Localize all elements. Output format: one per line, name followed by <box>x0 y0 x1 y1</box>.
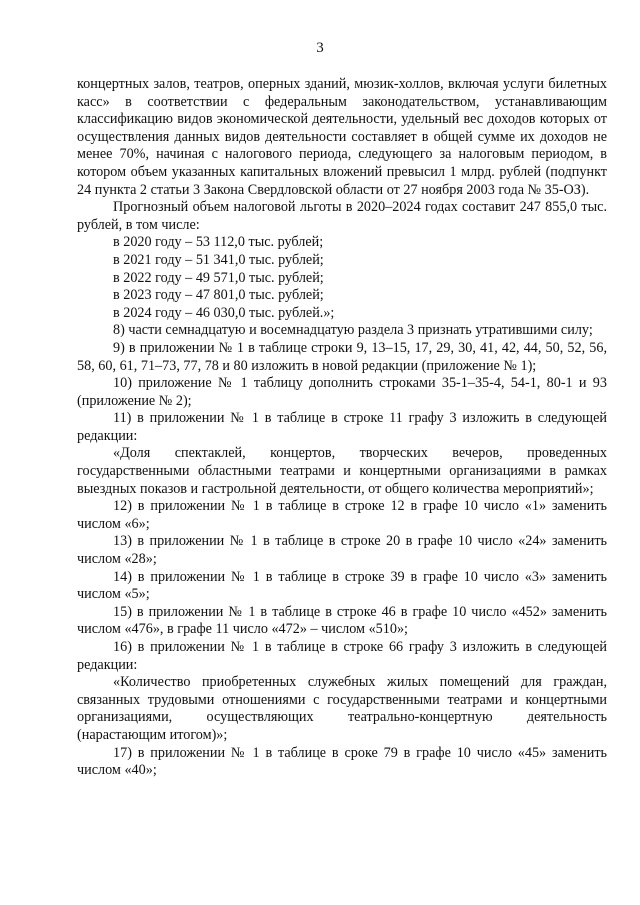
forecast-item-2021: в 2021 году – 51 341,0 тыс. рублей; <box>113 251 324 268</box>
item-17: 17) в приложении № 1 в таблице в сроке 79 в графе 10 число «45» заменить числом «40»; <box>77 744 607 779</box>
item-9: 9) в приложении № 1 в таблице строки 9, 13–15, 17, 29, 30, 41, 42, 44, 50, 52, 56, 58, 60, 61, 71–73, 77, 78 и 80 изложить в новой редакции (приложение № 1); <box>77 339 607 374</box>
item-11: 11) в приложении № 1 в таблице в строке 11 графу 3 изложить в следующей редакции: <box>77 410 607 444</box>
paragraph-continuation: концертных залов, театров, оперных зданий, мюзик-холлов, включая услуги билетных касс» в соответствии с федеральным законодательством, устанавливающим классификацию видов экономической деятельности, удельный вес доходов которых от осуществления данных видов деятельности составляет в общей сумме их доходов не менее 70%, начиная с налогового периода, следующего за налоговым периодом, в котором объем указанных капитальных вложений превысил 1 млрд. рублей (подпункт 24 пункта 2 статьи 3 Закона Свердловской области от 27 ноября 2003 года № 35-ОЗ). <box>77 76 607 198</box>
document-body <box>77 76 607 780</box>
forecast-item-2024: в 2024 году – 46 030,0 тыс. рублей.»; <box>113 304 335 321</box>
item-10: 10) приложение № 1 таблицу дополнить строками 35-1–35-4, 54-1, 80-1 и 93 (приложение № 2); <box>77 375 607 409</box>
paragraph-forecast: Прогнозный объем налоговой льготы в 2020–2024 годах составит 247 855,0 тыс. рублей, в том числе: <box>77 199 607 233</box>
forecast-item-2022: в 2022 году – 49 571,0 тыс. рублей; <box>113 269 324 286</box>
item-16-quote: «Количество приобретенных служебных жилых помещений для граждан, связанных трудовыми отношениями с государственными театрами и концертными организациями, осуществляющих театрально-концертную деятельность (нарастающим итогом)»; <box>77 674 607 743</box>
page-number: 3 <box>316 40 324 56</box>
item-14: 14) в приложении № 1 в таблице в строке 39 в графе 10 число «3» заменить числом «5»; <box>77 568 607 603</box>
item-16: 16) в приложении № 1 в таблице в строке 66 графу 3 изложить в следующей редакции: <box>77 639 607 673</box>
item-8: 8) части семнадцатую и восемнадцатую раздела 3 признать утратившими силу; <box>113 322 593 339</box>
item-15: 15) в приложении № 1 в таблице в строке 46 в графе 10 число «452» заменить числом «476», в графе 11 число «472» – числом «510»; <box>77 603 607 638</box>
forecast-item-2020: в 2020 году – 53 112,0 тыс. рублей; <box>113 234 324 251</box>
forecast-item-2023: в 2023 году – 47 801,0 тыс. рублей; <box>113 287 324 304</box>
item-13: 13) в приложении № 1 в таблице в строке 20 в графе 10 число «24» заменить числом «28»; <box>77 533 607 568</box>
item-12: 12) в приложении № 1 в таблице в строке 12 в графе 10 число «1» заменить числом «6»; <box>77 498 607 532</box>
item-11-quote: «Доля спектаклей, концертов, творческих вечеров, проведенных государственными областными театрами и концертными организациями в рамках выездных показов и гастрольной деятельности, от общего количества мероприятий»; <box>77 445 607 497</box>
